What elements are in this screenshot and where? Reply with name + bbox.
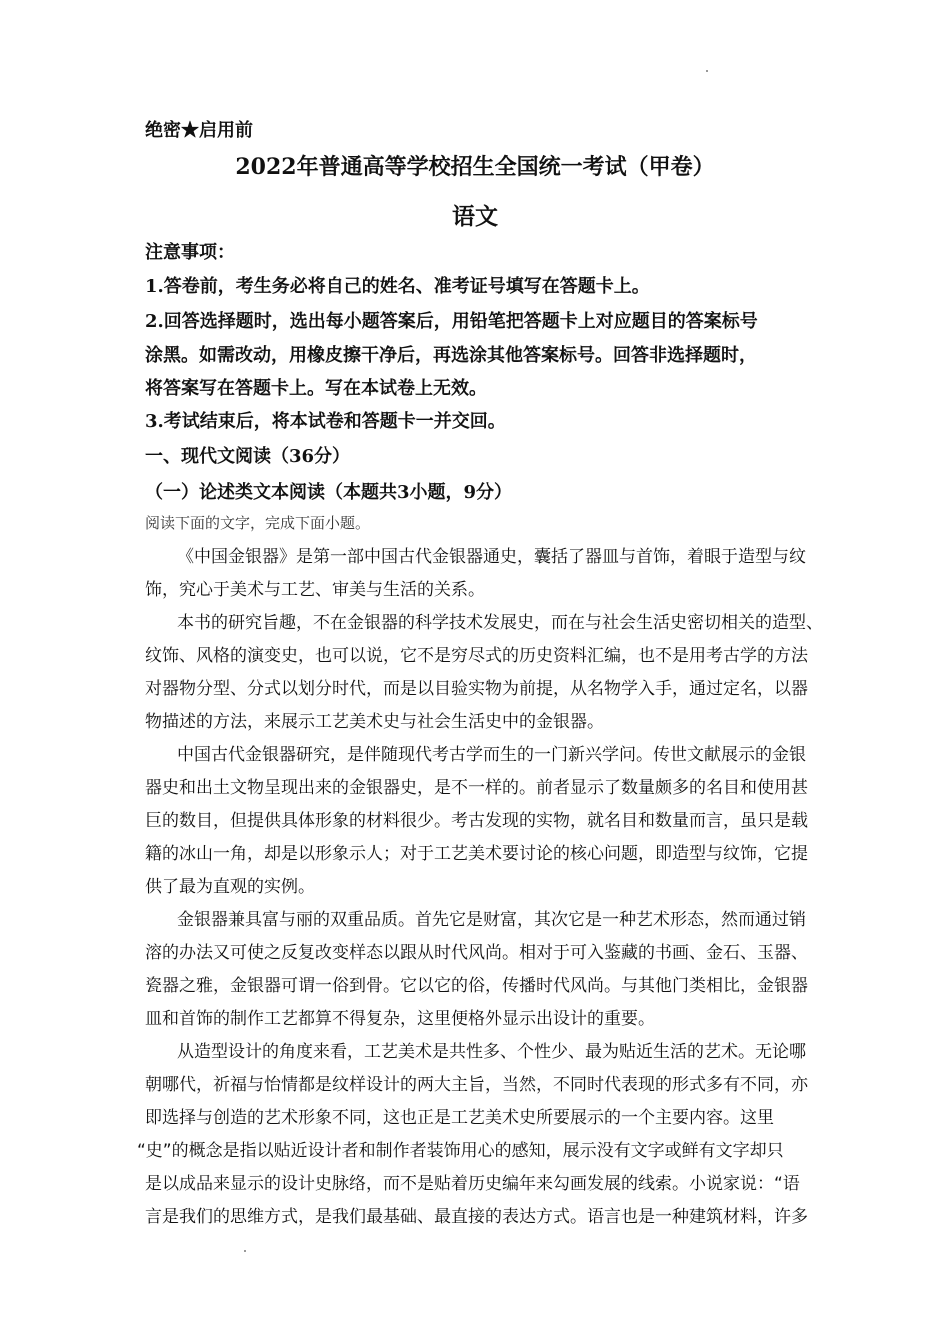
passage-line: 供了最为直观的实例。	[145, 877, 315, 897]
section-title: 一、现代文阅读（36分）	[145, 446, 351, 467]
passage-line: 中国古代金银器研究，是伴随现代考古学而生的一门新兴学问。传世文献展示的金银	[177, 745, 806, 765]
note-line: 1.答卷前，考生务必将自己的姓名、准考证号填写在答题卡上。	[145, 276, 650, 297]
notes-heading: 注意事项：	[145, 242, 235, 263]
passage-line: 皿和首饰的制作工艺都算不得复杂，这里便格外显示出设计的重要。	[145, 1009, 655, 1029]
confidential-label: 绝密★启用前	[145, 120, 253, 141]
passage-line: 对器物分型、分式以划分时代，而是以目验实物为前提，从名物学入手，通过定名，以器	[145, 679, 808, 699]
passage-line: 瓷器之雅，金银器可谓一俗到骨。它以它的俗，传播时代风尚。与其他门类相比，金银器	[145, 976, 808, 996]
scan-dot	[244, 1250, 246, 1252]
passage-line: 即选择与创造的艺术形象不同，这也正是工艺美术史所要展示的一个主要内容。这里	[145, 1108, 774, 1128]
passage-line: 朝哪代，祈福与怡情都是纹样设计的两大主旨，当然，不同时代表现的形式多有不同，亦	[145, 1075, 808, 1095]
passage-line: 纹饰、风格的演变史，也可以说，它不是穷尽式的历史资料汇编，也不是用考古学的方法	[145, 646, 808, 666]
passage-line: 籍的冰山一角，却是以形象示人；对于工艺美术要讨论的核心问题，即造型与纹饰，它提	[145, 844, 808, 864]
note-line: 2.回答选择题时，选出每小题答案后，用铅笔把答题卡上对应题目的答案标号	[145, 311, 758, 332]
passage-line: 溶的办法又可使之反复改变样态以跟从时代风尚。相对于可入鉴藏的书画、金石、玉器、	[145, 943, 808, 963]
note-line: 将答案写在答题卡上。写在本试卷上无效。	[145, 378, 487, 399]
passage-line: 金银器兼具富与丽的双重品质。首先它是财富，其次它是一种艺术形态，然而通过销	[177, 910, 806, 930]
passage-line: 《中国金银器》是第一部中国古代金银器通史，囊括了器皿与首饰，着眼于造型与纹	[177, 547, 806, 567]
scan-dot	[706, 70, 708, 72]
section-subtitle: （一）论述类文本阅读（本题共3小题，9分）	[145, 482, 513, 503]
instruction-text: 阅读下面的文字，完成下面小题。	[145, 514, 371, 532]
passage-line: 饰，究心于美术与工艺、审美与生活的关系。	[145, 580, 485, 600]
passage-line: 物描述的方法，来展示工艺美术史与社会生活史中的金银器。	[145, 712, 604, 732]
passage-line: “史”的概念是指以贴近设计者和制作者装饰用心的感知，展示没有文字或鲜有文字却只	[137, 1141, 784, 1161]
passage-line: 器史和出土文物呈现出来的金银器史，是不一样的。前者显示了数量颇多的名目和使用甚	[145, 778, 808, 798]
note-line: 涂黑。如需改动，用橡皮擦干净后，再选涂其他答案标号。回答非选择题时，	[145, 345, 757, 366]
exam-title: 2022年普通高等学校招生全国统一考试（甲卷）	[235, 154, 715, 180]
passage-line: 巨的数目，但提供具体形象的材料很少。考古发现的实物，就名目和数量而言，虽只是载	[145, 811, 808, 831]
note-line: 3.考试结束后，将本试卷和答题卡一并交回。	[145, 411, 506, 432]
passage-line: 本书的研究旨趣，不在金银器的科学技术发展史，而在与社会生活史密切相关的造型、	[177, 613, 823, 633]
passage-line: 是以成品来显示的设计史脉络，而不是贴着历史编年来勾画发展的线索。小说家说：“语	[145, 1174, 800, 1194]
subject-title: 语文	[452, 203, 498, 230]
passage-line: 从造型设计的角度来看，工艺美术是共性多、个性少、最为贴近生活的艺术。无论哪	[177, 1042, 806, 1062]
passage-line: 言是我们的思维方式，是我们最基础、最直接的表达方式。语言也是一种建筑材料，许多	[145, 1207, 808, 1227]
